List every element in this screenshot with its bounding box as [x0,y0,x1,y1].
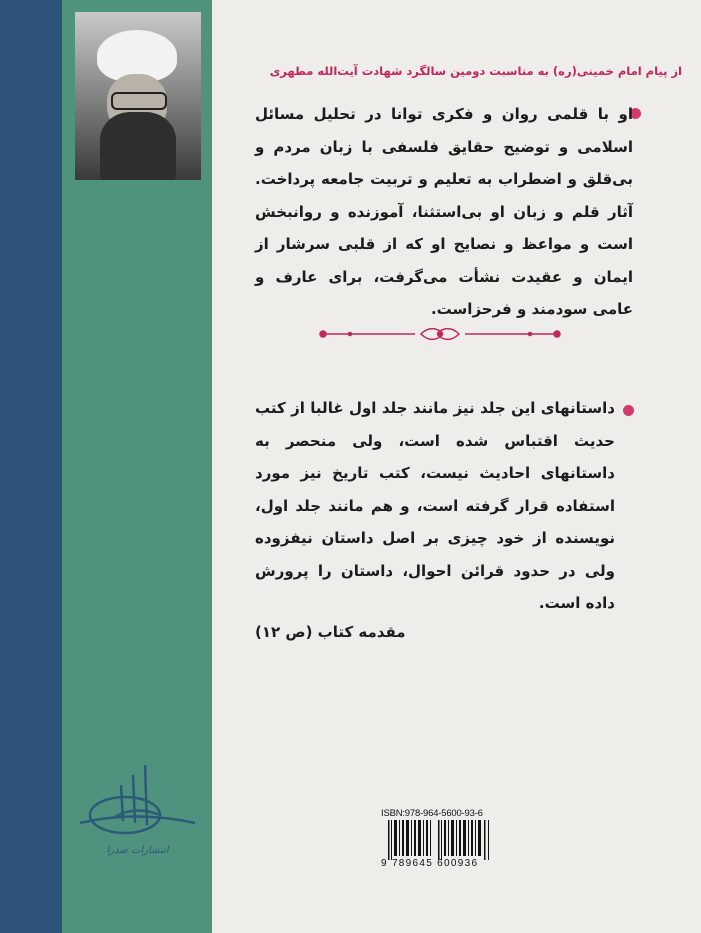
barcode-icon [388,820,492,860]
quote-source: از پیام امام خمینی(ره) به مناسبت دومین سالگرد شهادت آیت‌الله مطهری [269,64,682,78]
author-photo [75,12,201,180]
barcode-number: 9 789645 600936 [381,858,479,869]
citation: مقدمه کتاب (ص ۱۲) [255,623,406,641]
spine-blue-strip [0,0,62,933]
ornament-divider-icon [315,325,565,343]
paragraph-1: او با قلمی روان و فکری توانا در تحلیل مسائل اسلامی و توضیح حقایق فلسفی با زبان مردم و بی‌قلق و اضطراب به تعلیم و تربیت جامعه پرداخت. آثار قلم و زبان او بی‌استثنا، آموزنده و روانبخش است و مواعظ و نصایح او که از قلبی سرشار از ایمان و عقیدت نشأت می‌گرفت، برای عارف و عامی سودمند و فرحزاست. [255,105,633,318]
isbn-label: ISBN:978-964-5600-93-6 [381,808,483,819]
publisher-name: انتشارات صدرا [106,845,169,856]
bullet-icon [623,405,634,416]
paragraph-2: داستانهای این جلد نیز مانند جلد اول غالبا از کتب حدیث اقتباس شده است، ولی منحصر به داستانهای احادیث نیست، کتب تاریخ نیز مورد استفاده قرار گرفته است، و هم مانند جلد اول، نویسنده از خود چیزی بر اصل داستان نیفزوده ولی در حدود قرائن احوال، داستان را پرورش داده است. [255,399,615,612]
